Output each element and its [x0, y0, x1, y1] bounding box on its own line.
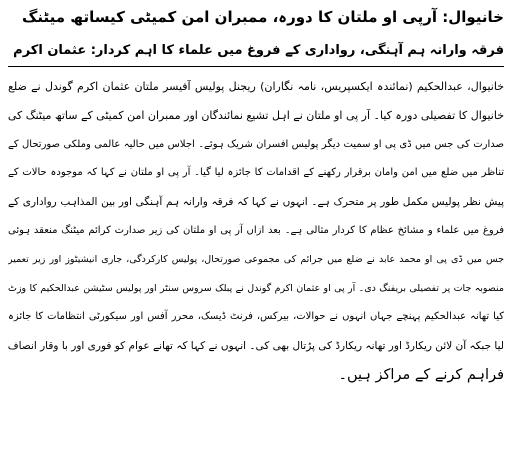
headline: خانیوال: آرپی او ملتان کا دورہ، ممبران امن کمیٹی کیساتھ میٹنگ	[22, 8, 504, 26]
body-line: تناظر میں ضلع میں امن وامان برقرار رکھنے کے اقدامات کا جائزہ لیا گیا۔ آر پی او ملتان نے کہا کہ موجودہ حالات کے	[8, 167, 504, 179]
body-line: کیا تھانہ عبدالحکیم پہنچے جہاں انہوں نے حوالات، بیرکس، فرنٹ ڈیسک، محرر آفس اور سیکورٹی انتظامات کا جائزہ	[8, 311, 504, 323]
body-line: فروغ میں علماء و مشائخ عظام کا کردار مثالی ہے۔ بعد ازاں آر پی او ملتان کی زیر صدارت کرائم میٹنگ منعقد ہوئی	[8, 224, 504, 236]
body-line: خانیوال، عبدالحکیم (نمائندہ ایکسپریس، نامہ نگاران) ریجنل پولیس آفیسر ملتان عثمان اکرم گوندل نے ضلع	[8, 80, 504, 93]
body-line: خانیوال کا تفصیلی دورہ کیا۔ آر پی او ملتان نے اہل تشیع نمائندگان اور ممبران امن کمیٹی کے ساتھ میٹنگ کی	[8, 108, 504, 122]
headline-divider	[8, 66, 504, 67]
body-line: لیا جبکہ آن لائن ریکارڈ اور تھانہ ریکارڈ کی پڑتال بھی کی۔ انہوں نے کہا کہ تھانے عوام کو فوری اور با وقار انصاف	[8, 340, 504, 353]
body-line: منصوبہ جات پر تفصیلی بریفنگ دی۔ آر پی او عثمان اکرم گوندل نے پبلک سروس سنٹر اور پولیس سٹیشن عبدالحکیم کا وزٹ	[8, 282, 504, 294]
body-line: فراہم کرنے کے مراکز ہیں۔	[338, 366, 504, 383]
article-body	[8, 73, 504, 390]
subheadline: فرقہ وارانہ ہم آہنگی، رواداری کے فروغ میں علماء کا اہم کردار: عثمان اکرم	[13, 43, 504, 58]
body-line: صدارت کی جس میں ڈی پی او سمیت دیگر پولیس افسران شریک ہوئے۔ اجلاس میں حالیہ عالمی وملکی صورتحال کے	[8, 138, 504, 150]
body-line: پیش نظر پولیس مکمل طور پر متحرک ہے۔ انہوں نے کہا کہ فرقہ وارانہ ہم آہنگی اور بین المذاہب رواداری کے	[8, 196, 504, 209]
body-line: جس میں ڈی پی او محمد عابد نے ضلع میں جرائم کی مجموعی صورتحال، پولیس کارکردگی، جاری انیشیٹوز اور زیر تعمیر	[8, 253, 504, 265]
